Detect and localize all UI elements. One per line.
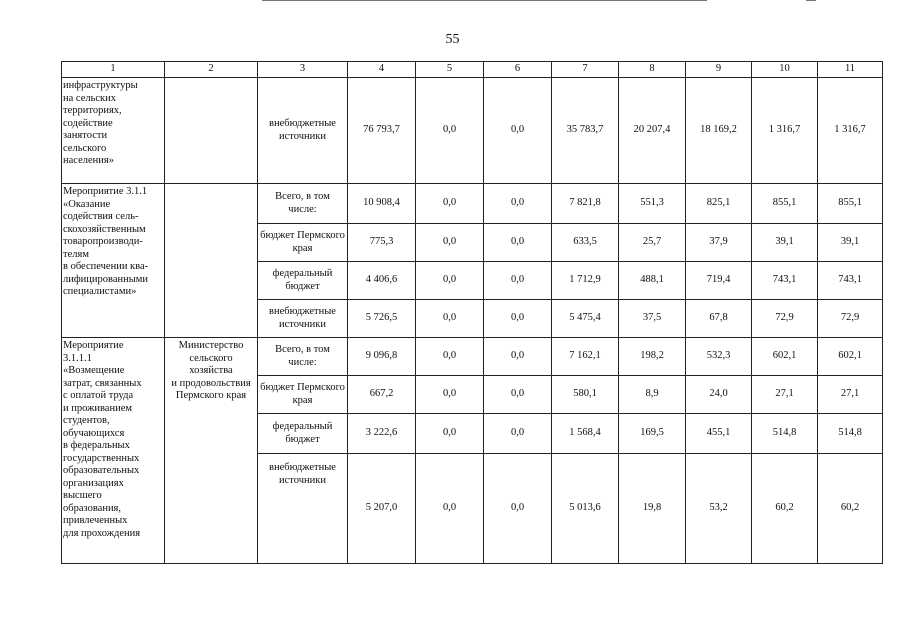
value-cell: 25,7: [619, 224, 686, 262]
value-cell: 855,1: [752, 184, 818, 224]
budget-table: [61, 61, 883, 564]
responsible-org-cell: [165, 78, 258, 184]
value-cell: 39,1: [818, 224, 883, 262]
value-cell: 18 169,2: [686, 78, 752, 184]
column-header: 7: [552, 62, 619, 78]
value-cell: 855,1: [818, 184, 883, 224]
funding-source-cell: бюджет Пермского края: [258, 376, 348, 414]
column-header: 6: [484, 62, 552, 78]
value-cell: 169,5: [619, 414, 686, 454]
funding-source-cell: внебюджетные источники: [258, 78, 348, 184]
value-cell: 27,1: [818, 376, 883, 414]
activity-name-cell: инфраструктуры на сельских территориях, содействие занятости сельского населения»: [62, 78, 165, 184]
value-cell: 1 712,9: [552, 262, 619, 300]
value-cell: 532,3: [686, 338, 752, 376]
value-cell: 0,0: [484, 300, 552, 338]
value-cell: 0,0: [416, 300, 484, 338]
value-cell: 825,1: [686, 184, 752, 224]
value-cell: 67,8: [686, 300, 752, 338]
value-cell: 72,9: [818, 300, 883, 338]
value-cell: 4 406,6: [348, 262, 416, 300]
value-cell: 53,2: [686, 454, 752, 564]
value-cell: 7 821,8: [552, 184, 619, 224]
value-cell: 633,5: [552, 224, 619, 262]
value-cell: 0,0: [416, 414, 484, 454]
value-cell: 27,1: [752, 376, 818, 414]
value-cell: 0,0: [416, 338, 484, 376]
column-header: 2: [165, 62, 258, 78]
value-cell: 9 096,8: [348, 338, 416, 376]
value-cell: 76 793,7: [348, 78, 416, 184]
column-header: 5: [416, 62, 484, 78]
value-cell: 7 162,1: [552, 338, 619, 376]
value-cell: 0,0: [484, 376, 552, 414]
value-cell: 743,1: [818, 262, 883, 300]
responsible-org-cell: Министерство сельского хозяйства и продовольствия Пермского края: [165, 338, 258, 564]
activity-name-cell: Мероприятие 3.1.1.1 «Возмещение затрат, связанных с оплатой труда и проживанием студентов, обучающихся в федеральных государственных образовательных организациях высшего образования, привлеченных для прохождения: [62, 338, 165, 564]
value-cell: 3 222,6: [348, 414, 416, 454]
value-cell: 580,1: [552, 376, 619, 414]
header-row: [62, 62, 883, 78]
value-cell: 5 475,4: [552, 300, 619, 338]
column-header: 11: [818, 62, 883, 78]
responsible-org-cell: [165, 184, 258, 338]
page-number: 55: [445, 32, 460, 47]
column-header: 1: [62, 62, 165, 78]
value-cell: 602,1: [752, 338, 818, 376]
value-cell: 0,0: [484, 262, 552, 300]
value-cell: 455,1: [686, 414, 752, 454]
value-cell: 514,8: [818, 414, 883, 454]
value-cell: 719,4: [686, 262, 752, 300]
value-cell: 743,1: [752, 262, 818, 300]
value-cell: 198,2: [619, 338, 686, 376]
value-cell: 0,0: [484, 78, 552, 184]
value-cell: 0,0: [416, 78, 484, 184]
value-cell: 775,3: [348, 224, 416, 262]
table-row: [62, 338, 883, 376]
activity-name-cell: Мероприятие 3.1.1 «Оказание содействия сель- скохозяйственным товаропроизводи- телям в обеспечении ква- лифицированными специалистами»: [62, 184, 165, 338]
column-header: 8: [619, 62, 686, 78]
value-cell: 60,2: [752, 454, 818, 564]
value-cell: 0,0: [484, 414, 552, 454]
value-cell: 20 207,4: [619, 78, 686, 184]
value-cell: 0,0: [484, 224, 552, 262]
value-cell: 1 316,7: [752, 78, 818, 184]
value-cell: 1 316,7: [818, 78, 883, 184]
value-cell: 24,0: [686, 376, 752, 414]
funding-source-cell: федеральный бюджет: [258, 262, 348, 300]
value-cell: 10 908,4: [348, 184, 416, 224]
value-cell: 0,0: [416, 454, 484, 564]
funding-source-cell: внебюджетные источники: [258, 454, 348, 564]
value-cell: 667,2: [348, 376, 416, 414]
value-cell: 0,0: [416, 184, 484, 224]
value-cell: 0,0: [484, 184, 552, 224]
value-cell: 19,8: [619, 454, 686, 564]
value-cell: 72,9: [752, 300, 818, 338]
value-cell: 602,1: [818, 338, 883, 376]
column-header: 10: [752, 62, 818, 78]
funding-source-cell: федеральный бюджет: [258, 414, 348, 454]
column-header: 3: [258, 62, 348, 78]
value-cell: 551,3: [619, 184, 686, 224]
value-cell: 514,8: [752, 414, 818, 454]
value-cell: 5 013,6: [552, 454, 619, 564]
value-cell: 37,5: [619, 300, 686, 338]
value-cell: 5 207,0: [348, 454, 416, 564]
funding-source-cell: Всего, в том числе:: [258, 184, 348, 224]
table-row: [62, 184, 883, 224]
value-cell: 0,0: [416, 376, 484, 414]
value-cell: 0,0: [484, 454, 552, 564]
value-cell: 39,1: [752, 224, 818, 262]
value-cell: 0,0: [416, 262, 484, 300]
value-cell: 8,9: [619, 376, 686, 414]
column-header: 9: [686, 62, 752, 78]
column-header: 4: [348, 62, 416, 78]
value-cell: 488,1: [619, 262, 686, 300]
value-cell: 0,0: [416, 224, 484, 262]
table-row: [62, 78, 883, 184]
funding-source-cell: бюджет Пермского края: [258, 224, 348, 262]
top-rule: [262, 0, 707, 1]
value-cell: 5 726,5: [348, 300, 416, 338]
value-cell: 0,0: [484, 338, 552, 376]
funding-source-cell: Всего, в том числе:: [258, 338, 348, 376]
value-cell: 60,2: [818, 454, 883, 564]
value-cell: 35 783,7: [552, 78, 619, 184]
funding-source-cell: внебюджетные источники: [258, 300, 348, 338]
value-cell: 1 568,4: [552, 414, 619, 454]
top-tick: [806, 0, 816, 1]
value-cell: 37,9: [686, 224, 752, 262]
